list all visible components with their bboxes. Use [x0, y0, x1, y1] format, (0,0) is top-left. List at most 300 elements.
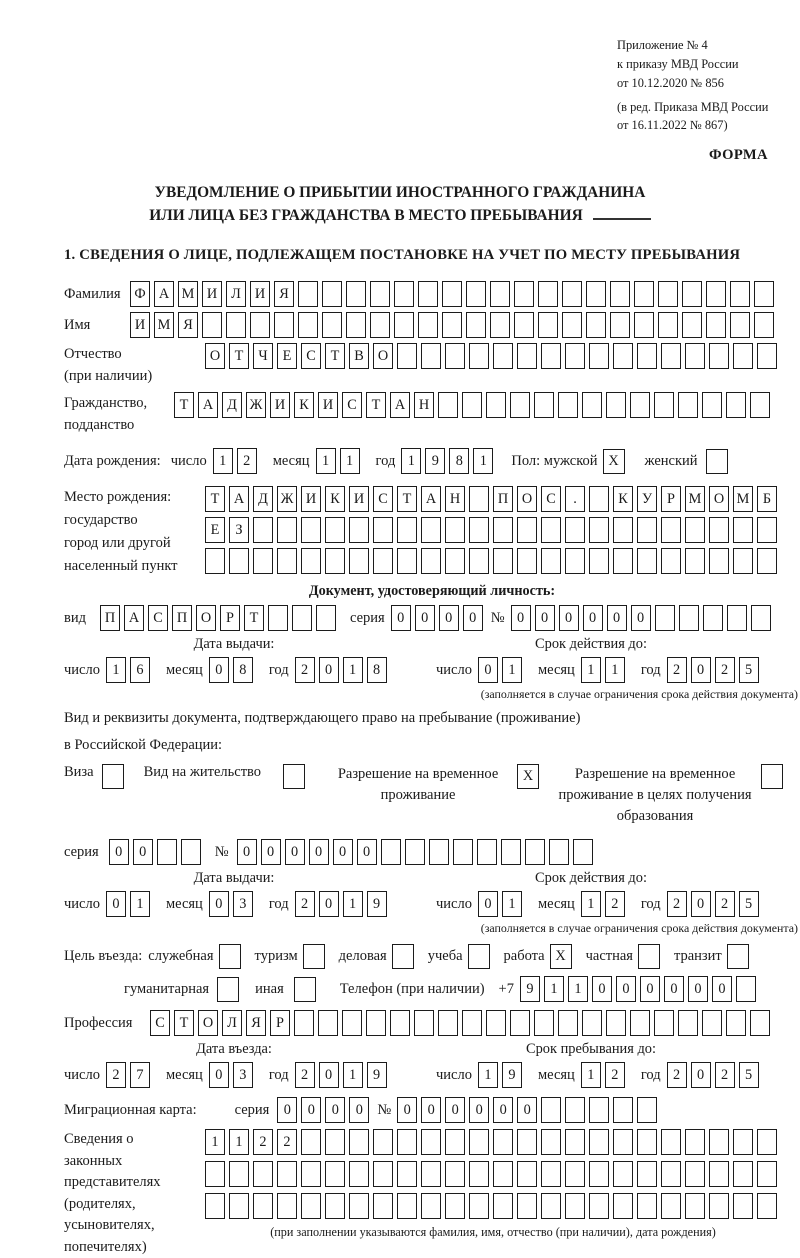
char-cell[interactable]: 1 — [544, 976, 564, 1002]
char-cell[interactable]: С — [150, 1010, 170, 1036]
char-cell[interactable]: М — [733, 486, 753, 512]
char-cell[interactable] — [469, 517, 489, 543]
char-cell[interactable]: 0 — [319, 891, 339, 917]
char-cell[interactable] — [661, 1129, 681, 1155]
char-cell[interactable]: Е — [277, 343, 297, 369]
char-cell[interactable]: М — [178, 281, 198, 307]
char-cell[interactable]: 0 — [357, 839, 377, 865]
char-cell[interactable] — [501, 839, 521, 865]
char-cell[interactable] — [733, 1129, 753, 1155]
char-cell[interactable] — [685, 1193, 705, 1219]
char-cell[interactable] — [630, 392, 650, 418]
char-cell[interactable] — [469, 1161, 489, 1187]
char-cell[interactable] — [202, 312, 222, 338]
char-cell[interactable]: 5 — [739, 657, 759, 683]
char-cell[interactable] — [709, 1129, 729, 1155]
char-cell[interactable] — [277, 1161, 297, 1187]
char-cell[interactable]: 5 — [739, 1062, 759, 1088]
char-cell[interactable]: 1 — [478, 1062, 498, 1088]
char-cell[interactable]: 2 — [237, 448, 257, 474]
char-cell[interactable]: 0 — [517, 1097, 537, 1123]
char-cell[interactable]: Т — [244, 605, 264, 631]
char-cell[interactable] — [685, 517, 705, 543]
char-cell[interactable]: 0 — [439, 605, 459, 631]
char-cell[interactable] — [421, 548, 441, 574]
char-cell[interactable]: . — [565, 486, 585, 512]
char-cell[interactable] — [205, 548, 225, 574]
char-cell[interactable] — [661, 517, 681, 543]
char-cell[interactable] — [469, 1129, 489, 1155]
char-cell[interactable] — [682, 281, 702, 307]
char-cell[interactable] — [381, 839, 401, 865]
char-cell[interactable]: 0 — [607, 605, 627, 631]
char-cell[interactable] — [606, 392, 626, 418]
char-cell[interactable] — [298, 281, 318, 307]
char-cell[interactable] — [346, 312, 366, 338]
char-cell[interactable]: 2 — [605, 891, 625, 917]
char-cell[interactable]: 0 — [301, 1097, 321, 1123]
char-cell[interactable] — [517, 1161, 537, 1187]
char-cell[interactable] — [229, 1193, 249, 1219]
char-cell[interactable] — [298, 312, 318, 338]
char-cell[interactable] — [661, 1193, 681, 1219]
char-cell[interactable]: 2 — [277, 1129, 297, 1155]
char-cell[interactable]: О — [373, 343, 393, 369]
char-cell[interactable] — [397, 343, 417, 369]
char-cell[interactable]: Т — [325, 343, 345, 369]
char-cell[interactable]: Т — [174, 1010, 194, 1036]
char-cell[interactable]: 0 — [640, 976, 660, 1002]
char-cell[interactable]: 2 — [295, 891, 315, 917]
char-cell[interactable]: А — [154, 281, 174, 307]
char-cell[interactable] — [466, 312, 486, 338]
char-cell[interactable] — [493, 1161, 513, 1187]
char-cell[interactable]: А — [229, 486, 249, 512]
char-cell[interactable] — [438, 1010, 458, 1036]
char-cell[interactable] — [421, 1129, 441, 1155]
char-cell[interactable]: 0 — [285, 839, 305, 865]
char-cell[interactable] — [757, 1193, 777, 1219]
char-cell[interactable] — [558, 392, 578, 418]
char-cell[interactable]: З — [229, 517, 249, 543]
char-cell[interactable] — [394, 312, 414, 338]
char-cell[interactable] — [493, 343, 513, 369]
char-cell[interactable] — [373, 1193, 393, 1219]
char-cell[interactable] — [370, 281, 390, 307]
char-cell[interactable] — [517, 548, 537, 574]
char-cell[interactable] — [277, 1193, 297, 1219]
char-cell[interactable] — [301, 548, 321, 574]
char-cell[interactable]: Ч — [253, 343, 273, 369]
char-cell[interactable]: 1 — [340, 448, 360, 474]
char-cell[interactable] — [750, 1010, 770, 1036]
char-cell[interactable]: Д — [222, 392, 242, 418]
char-cell[interactable] — [586, 281, 606, 307]
char-cell[interactable]: Ж — [277, 486, 297, 512]
char-cell[interactable]: Ж — [246, 392, 266, 418]
char-cell[interactable] — [610, 312, 630, 338]
char-cell[interactable] — [418, 281, 438, 307]
char-cell[interactable] — [294, 1010, 314, 1036]
char-cell[interactable] — [589, 1129, 609, 1155]
char-cell[interactable]: О — [196, 605, 216, 631]
char-cell[interactable] — [702, 1010, 722, 1036]
char-cell[interactable] — [157, 839, 177, 865]
char-cell[interactable] — [658, 281, 678, 307]
char-cell[interactable] — [757, 548, 777, 574]
char-cell[interactable]: И — [301, 486, 321, 512]
char-cell[interactable]: 0 — [535, 605, 555, 631]
char-cell[interactable]: 0 — [397, 1097, 417, 1123]
char-cell[interactable]: 1 — [581, 657, 601, 683]
char-cell[interactable] — [637, 1097, 657, 1123]
char-cell[interactable]: 0 — [309, 839, 329, 865]
char-cell[interactable] — [268, 605, 288, 631]
char-cell[interactable]: 0 — [631, 605, 651, 631]
char-cell[interactable] — [514, 312, 534, 338]
char-cell[interactable] — [682, 312, 702, 338]
char-cell[interactable] — [469, 1193, 489, 1219]
char-cell[interactable] — [613, 548, 633, 574]
char-cell[interactable] — [469, 548, 489, 574]
char-cell[interactable]: С — [342, 392, 362, 418]
char-cell[interactable]: С — [148, 605, 168, 631]
char-cell[interactable]: 1 — [343, 657, 363, 683]
char-cell[interactable] — [541, 1097, 561, 1123]
char-cell[interactable] — [757, 517, 777, 543]
char-cell[interactable]: А — [421, 486, 441, 512]
char-cell[interactable] — [229, 1161, 249, 1187]
char-cell[interactable]: 9 — [520, 976, 540, 1002]
char-cell[interactable] — [438, 392, 458, 418]
char-cell[interactable]: Л — [226, 281, 246, 307]
char-cell[interactable] — [709, 1161, 729, 1187]
purpose-work-checkbox[interactable]: X — [550, 944, 572, 969]
char-cell[interactable] — [277, 548, 297, 574]
char-cell[interactable]: 1 — [502, 891, 522, 917]
purpose-study-checkbox[interactable] — [468, 944, 490, 969]
char-cell[interactable]: Р — [661, 486, 681, 512]
char-cell[interactable]: 0 — [511, 605, 531, 631]
char-cell[interactable]: И — [270, 392, 290, 418]
char-cell[interactable] — [541, 1193, 561, 1219]
char-cell[interactable] — [397, 1161, 417, 1187]
char-cell[interactable] — [757, 1129, 777, 1155]
char-cell[interactable]: 6 — [130, 657, 150, 683]
char-cell[interactable] — [253, 1161, 273, 1187]
char-cell[interactable] — [493, 1129, 513, 1155]
char-cell[interactable] — [538, 281, 558, 307]
char-cell[interactable] — [706, 281, 726, 307]
char-cell[interactable]: П — [172, 605, 192, 631]
char-cell[interactable]: 0 — [712, 976, 732, 1002]
char-cell[interactable]: 1 — [130, 891, 150, 917]
char-cell[interactable] — [462, 1010, 482, 1036]
char-cell[interactable] — [373, 1161, 393, 1187]
char-cell[interactable] — [316, 605, 336, 631]
char-cell[interactable] — [727, 605, 747, 631]
char-cell[interactable] — [565, 1193, 585, 1219]
char-cell[interactable] — [226, 312, 246, 338]
char-cell[interactable] — [613, 1161, 633, 1187]
char-cell[interactable] — [490, 281, 510, 307]
char-cell[interactable]: И — [250, 281, 270, 307]
char-cell[interactable]: 1 — [106, 657, 126, 683]
char-cell[interactable] — [589, 548, 609, 574]
char-cell[interactable] — [325, 1161, 345, 1187]
char-cell[interactable] — [637, 548, 657, 574]
char-cell[interactable] — [462, 392, 482, 418]
char-cell[interactable] — [661, 343, 681, 369]
char-cell[interactable] — [637, 517, 657, 543]
char-cell[interactable] — [637, 1129, 657, 1155]
char-cell[interactable] — [421, 1193, 441, 1219]
char-cell[interactable] — [678, 1010, 698, 1036]
char-cell[interactable] — [655, 605, 675, 631]
char-cell[interactable]: И — [202, 281, 222, 307]
char-cell[interactable] — [342, 1010, 362, 1036]
char-cell[interactable]: 1 — [605, 657, 625, 683]
char-cell[interactable]: 0 — [237, 839, 257, 865]
char-cell[interactable] — [565, 1129, 585, 1155]
char-cell[interactable] — [606, 1010, 626, 1036]
char-cell[interactable] — [733, 1161, 753, 1187]
char-cell[interactable] — [733, 517, 753, 543]
char-cell[interactable] — [654, 392, 674, 418]
char-cell[interactable] — [253, 1193, 273, 1219]
char-cell[interactable]: К — [325, 486, 345, 512]
char-cell[interactable] — [733, 1193, 753, 1219]
char-cell[interactable]: 0 — [688, 976, 708, 1002]
char-cell[interactable] — [613, 1129, 633, 1155]
char-cell[interactable] — [654, 1010, 674, 1036]
char-cell[interactable] — [589, 343, 609, 369]
char-cell[interactable] — [349, 548, 369, 574]
char-cell[interactable]: 0 — [691, 891, 711, 917]
char-cell[interactable] — [397, 1193, 417, 1219]
char-cell[interactable]: 2 — [253, 1129, 273, 1155]
char-cell[interactable]: 2 — [295, 657, 315, 683]
char-cell[interactable] — [634, 312, 654, 338]
char-cell[interactable] — [709, 1193, 729, 1219]
char-cell[interactable] — [730, 281, 750, 307]
char-cell[interactable] — [466, 281, 486, 307]
char-cell[interactable]: 0 — [583, 605, 603, 631]
char-cell[interactable]: 0 — [319, 1062, 339, 1088]
char-cell[interactable]: Т — [205, 486, 225, 512]
char-cell[interactable] — [541, 517, 561, 543]
temp-residence-checkbox[interactable]: X — [517, 764, 539, 789]
char-cell[interactable] — [637, 1193, 657, 1219]
char-cell[interactable]: 0 — [559, 605, 579, 631]
char-cell[interactable]: 0 — [478, 891, 498, 917]
char-cell[interactable]: 0 — [421, 1097, 441, 1123]
char-cell[interactable] — [414, 1010, 434, 1036]
char-cell[interactable] — [445, 1129, 465, 1155]
char-cell[interactable]: 8 — [367, 657, 387, 683]
char-cell[interactable] — [637, 1161, 657, 1187]
char-cell[interactable]: К — [294, 392, 314, 418]
purpose-transit-checkbox[interactable] — [727, 944, 749, 969]
char-cell[interactable]: 0 — [493, 1097, 513, 1123]
char-cell[interactable]: 0 — [277, 1097, 297, 1123]
char-cell[interactable]: 2 — [667, 657, 687, 683]
char-cell[interactable] — [582, 392, 602, 418]
char-cell[interactable] — [549, 839, 569, 865]
char-cell[interactable] — [445, 1161, 465, 1187]
purpose-private-checkbox[interactable] — [638, 944, 660, 969]
char-cell[interactable] — [685, 548, 705, 574]
char-cell[interactable]: 2 — [106, 1062, 126, 1088]
char-cell[interactable]: Я — [246, 1010, 266, 1036]
char-cell[interactable]: 0 — [592, 976, 612, 1002]
char-cell[interactable] — [562, 312, 582, 338]
char-cell[interactable] — [418, 312, 438, 338]
char-cell[interactable]: О — [517, 486, 537, 512]
char-cell[interactable] — [486, 1010, 506, 1036]
char-cell[interactable] — [469, 343, 489, 369]
char-cell[interactable] — [477, 839, 497, 865]
char-cell[interactable] — [250, 312, 270, 338]
char-cell[interactable]: 0 — [319, 657, 339, 683]
sex-female-checkbox[interactable] — [706, 449, 728, 474]
char-cell[interactable] — [397, 517, 417, 543]
char-cell[interactable]: 2 — [667, 891, 687, 917]
char-cell[interactable] — [421, 517, 441, 543]
char-cell[interactable] — [736, 976, 756, 1002]
char-cell[interactable]: 1 — [343, 1062, 363, 1088]
char-cell[interactable] — [517, 1193, 537, 1219]
char-cell[interactable] — [442, 281, 462, 307]
char-cell[interactable] — [421, 1161, 441, 1187]
char-cell[interactable] — [541, 1129, 561, 1155]
char-cell[interactable]: 0 — [691, 1062, 711, 1088]
char-cell[interactable] — [490, 312, 510, 338]
char-cell[interactable] — [205, 1193, 225, 1219]
char-cell[interactable] — [301, 1129, 321, 1155]
char-cell[interactable]: У — [637, 486, 657, 512]
char-cell[interactable] — [541, 1161, 561, 1187]
char-cell[interactable]: 0 — [325, 1097, 345, 1123]
char-cell[interactable] — [469, 486, 489, 512]
char-cell[interactable]: 0 — [333, 839, 353, 865]
char-cell[interactable] — [685, 1161, 705, 1187]
char-cell[interactable] — [562, 281, 582, 307]
char-cell[interactable] — [325, 1129, 345, 1155]
char-cell[interactable]: 0 — [415, 605, 435, 631]
char-cell[interactable] — [421, 343, 441, 369]
char-cell[interactable] — [346, 281, 366, 307]
char-cell[interactable]: 7 — [130, 1062, 150, 1088]
char-cell[interactable]: 1 — [568, 976, 588, 1002]
char-cell[interactable]: Р — [220, 605, 240, 631]
char-cell[interactable]: 1 — [401, 448, 421, 474]
char-cell[interactable]: О — [198, 1010, 218, 1036]
char-cell[interactable] — [558, 1010, 578, 1036]
char-cell[interactable]: 0 — [209, 657, 229, 683]
char-cell[interactable]: А — [124, 605, 144, 631]
char-cell[interactable]: М — [154, 312, 174, 338]
char-cell[interactable]: 2 — [715, 657, 735, 683]
char-cell[interactable] — [589, 1097, 609, 1123]
char-cell[interactable] — [277, 517, 297, 543]
char-cell[interactable]: Л — [222, 1010, 242, 1036]
char-cell[interactable] — [637, 343, 657, 369]
char-cell[interactable]: 1 — [205, 1129, 225, 1155]
char-cell[interactable]: С — [373, 486, 393, 512]
char-cell[interactable] — [685, 1129, 705, 1155]
char-cell[interactable]: И — [318, 392, 338, 418]
char-cell[interactable] — [517, 1129, 537, 1155]
purpose-humanitarian-checkbox[interactable] — [217, 977, 239, 1002]
char-cell[interactable] — [541, 548, 561, 574]
char-cell[interactable] — [349, 1129, 369, 1155]
purpose-other-checkbox[interactable] — [294, 977, 316, 1002]
temp-residence-education-checkbox[interactable] — [761, 764, 783, 789]
char-cell[interactable]: 1 — [581, 891, 601, 917]
char-cell[interactable]: 2 — [715, 1062, 735, 1088]
purpose-tourism-checkbox[interactable] — [303, 944, 325, 969]
char-cell[interactable] — [445, 548, 465, 574]
char-cell[interactable]: Е — [205, 517, 225, 543]
char-cell[interactable] — [679, 605, 699, 631]
char-cell[interactable] — [661, 1161, 681, 1187]
char-cell[interactable] — [634, 281, 654, 307]
char-cell[interactable]: 1 — [316, 448, 336, 474]
char-cell[interactable]: 0 — [691, 657, 711, 683]
char-cell[interactable] — [757, 1161, 777, 1187]
residence-permit-checkbox[interactable] — [283, 764, 305, 789]
char-cell[interactable] — [274, 312, 294, 338]
char-cell[interactable] — [703, 605, 723, 631]
char-cell[interactable] — [613, 517, 633, 543]
char-cell[interactable] — [754, 312, 774, 338]
char-cell[interactable] — [429, 839, 449, 865]
char-cell[interactable]: М — [685, 486, 705, 512]
char-cell[interactable] — [541, 343, 561, 369]
char-cell[interactable] — [510, 392, 530, 418]
char-cell[interactable]: Я — [178, 312, 198, 338]
char-cell[interactable]: 2 — [715, 891, 735, 917]
char-cell[interactable] — [702, 392, 722, 418]
char-cell[interactable]: 9 — [425, 448, 445, 474]
char-cell[interactable] — [733, 343, 753, 369]
char-cell[interactable] — [301, 517, 321, 543]
char-cell[interactable]: 8 — [449, 448, 469, 474]
char-cell[interactable] — [229, 548, 249, 574]
char-cell[interactable] — [565, 343, 585, 369]
char-cell[interactable] — [453, 839, 473, 865]
char-cell[interactable] — [582, 1010, 602, 1036]
char-cell[interactable] — [253, 517, 273, 543]
char-cell[interactable] — [318, 1010, 338, 1036]
char-cell[interactable] — [525, 839, 545, 865]
char-cell[interactable]: С — [541, 486, 561, 512]
char-cell[interactable]: 3 — [233, 891, 253, 917]
char-cell[interactable] — [325, 517, 345, 543]
char-cell[interactable]: 1 — [502, 657, 522, 683]
char-cell[interactable]: 8 — [233, 657, 253, 683]
char-cell[interactable] — [661, 548, 681, 574]
char-cell[interactable] — [445, 517, 465, 543]
char-cell[interactable] — [709, 517, 729, 543]
char-cell[interactable] — [514, 281, 534, 307]
char-cell[interactable] — [445, 343, 465, 369]
char-cell[interactable]: 0 — [616, 976, 636, 1002]
char-cell[interactable] — [589, 517, 609, 543]
char-cell[interactable] — [658, 312, 678, 338]
char-cell[interactable] — [493, 517, 513, 543]
